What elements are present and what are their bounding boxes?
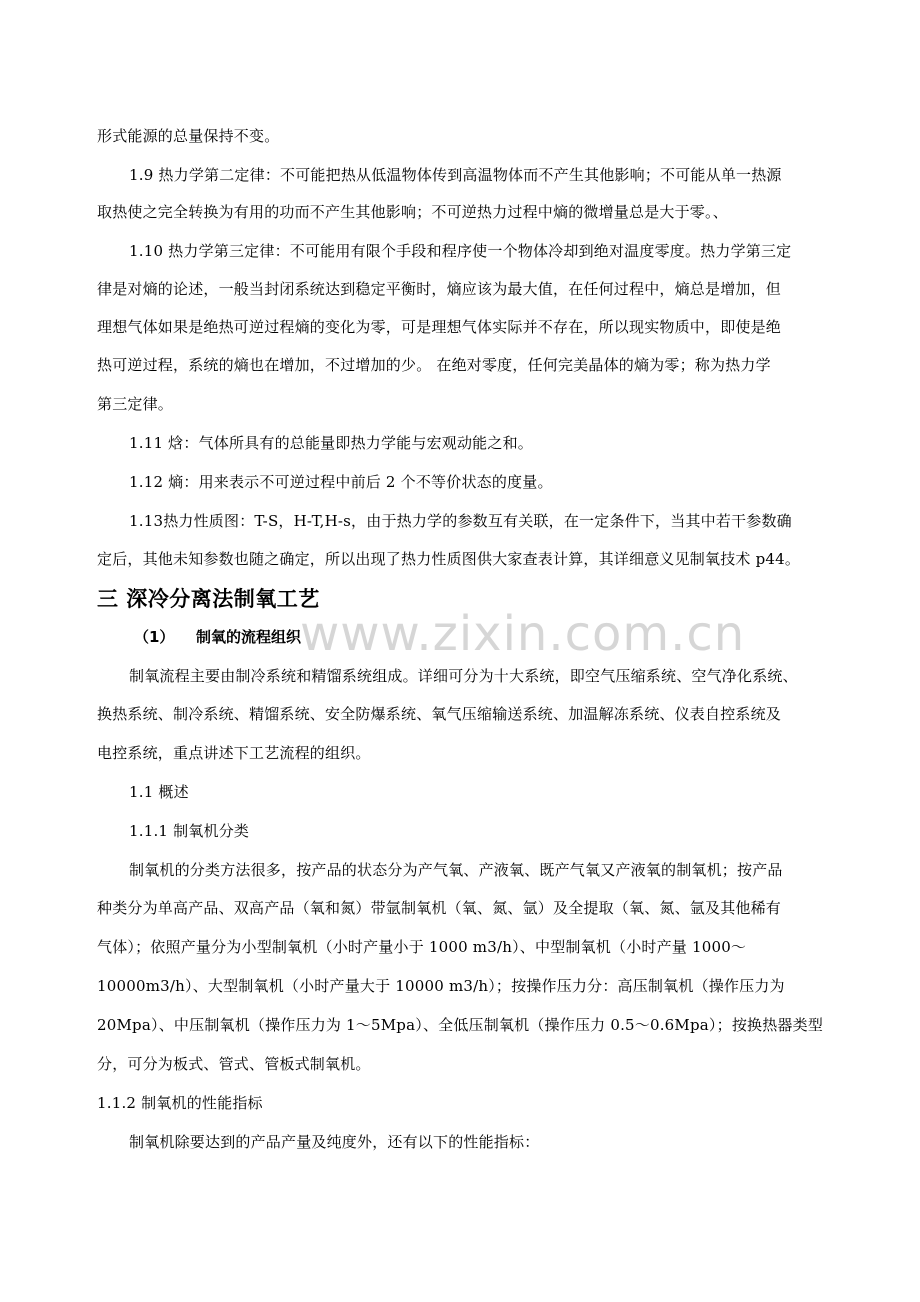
paragraph-line: 分，可分为板式、管式、管板式制氧机。 bbox=[97, 1055, 371, 1073]
subheading-number: （1） bbox=[134, 628, 175, 646]
paragraph-line: 1.13热力性质图：T-S，H-T,H-s，由于热力学的参数互有关联，在一定条件下，当其中若干参数确 bbox=[129, 512, 792, 530]
paragraph-line: 取热使之完全转换为有用的功而不产生其他影响；不可逆热力过程中熵的微增量总是大于零。、 bbox=[97, 203, 728, 221]
paragraph-line: 1.12 熵：用来表示不可逆过程中前后 2 个不等价状态的度量。 bbox=[129, 473, 553, 491]
paragraph-line: 20Mpa）、中压制氧机（操作压力为 1～5Mpa）、全低压制氧机（操作压力 0.5～0.6Mpa）；按换热器类型 bbox=[97, 1016, 824, 1034]
paragraph-line: 1.1.1 制氧机分类 bbox=[129, 822, 250, 840]
paragraph-line: 形式能源的总量保持不变。 bbox=[97, 127, 280, 145]
paragraph-line: 换热系统、制冷系统、精馏系统、安全防爆系统、氧气压缩输送系统、加温解冻系统、仪表自控系统及 bbox=[97, 705, 782, 723]
watermark: www.zixin.com.cn bbox=[300, 606, 746, 662]
paragraph-line: 第三定律。 bbox=[97, 395, 174, 413]
paragraph-line: 电控系统，重点讲述下工艺流程的组织。 bbox=[97, 744, 371, 762]
paragraph-line: 制氧机除要达到的产品产量及纯度外，还有以下的性能指标： bbox=[129, 1133, 540, 1151]
paragraph-line: 1.11 焓：气体所具有的总能量即热力学能与宏观动能之和。 bbox=[129, 434, 533, 452]
paragraph-line: 种类分为单高产品、双高产品（氧和氮）带氩制氧机（氧、氮、氩）及全提取（氧、氮、氩及其他稀有 bbox=[97, 899, 782, 917]
subheading bbox=[134, 628, 301, 646]
paragraph-line: 制氧机的分类方法很多，按产品的状态分为产气氧、产液氧、既产气氧又产液氧的制氧机；按产品 bbox=[129, 861, 783, 879]
subheading-title: 制氧的流程组织 bbox=[196, 628, 302, 646]
paragraph-line: 1.1.2 制氧机的性能指标 bbox=[97, 1094, 263, 1112]
section-heading: 三 深冷分离法制氧工艺 bbox=[97, 587, 320, 611]
paragraph-line: 1.9 热力学第二定律：不可能把热从低温物体传到高温物体而不产生其他影响；不可能从单一热源 bbox=[129, 166, 782, 184]
paragraph-line: 1.10 热力学第三定律：不可能用有限个手段和程序使一个物体冷却到绝对温度零度。热力学第三定 bbox=[129, 242, 792, 260]
paragraph-line: 10000m3/h）、大型制氧机（小时产量大于 10000 m3/h）；按操作压力分：高压制氧机（操作压力为 bbox=[97, 977, 785, 995]
paragraph-line: 制氧流程主要由制冷系统和精馏系统组成。详细可分为十大系统，即空气压缩系统、空气净化系统、 bbox=[129, 667, 798, 685]
paragraph-line: 气体）；依照产量分为小型制氧机（小时产量小于 1000 m3/h）、中型制氧机（小时产量 1000～ bbox=[97, 938, 747, 956]
paragraph-line: 律是对熵的论述，一般当封闭系统达到稳定平衡时，熵应该为最大值，在任何过程中，熵总是增加，但 bbox=[97, 280, 782, 298]
paragraph-line: 1.1 概述 bbox=[129, 783, 189, 801]
paragraph-line: 理想气体如果是绝热可逆过程熵的变化为零，可是理想气体实际并不存在，所以现实物质中，即使是绝 bbox=[97, 318, 782, 336]
paragraph-line: 定后，其他未知参数也随之确定，所以出现了热力性质图供大家查表计算，其详细意义见制氧技术 p44。 bbox=[97, 550, 801, 568]
paragraph-line: 热可逆过程，系统的熵也在增加，不过增加的少。 在绝对零度，任何完美晶体的熵为零；称为热力学 bbox=[97, 356, 771, 374]
